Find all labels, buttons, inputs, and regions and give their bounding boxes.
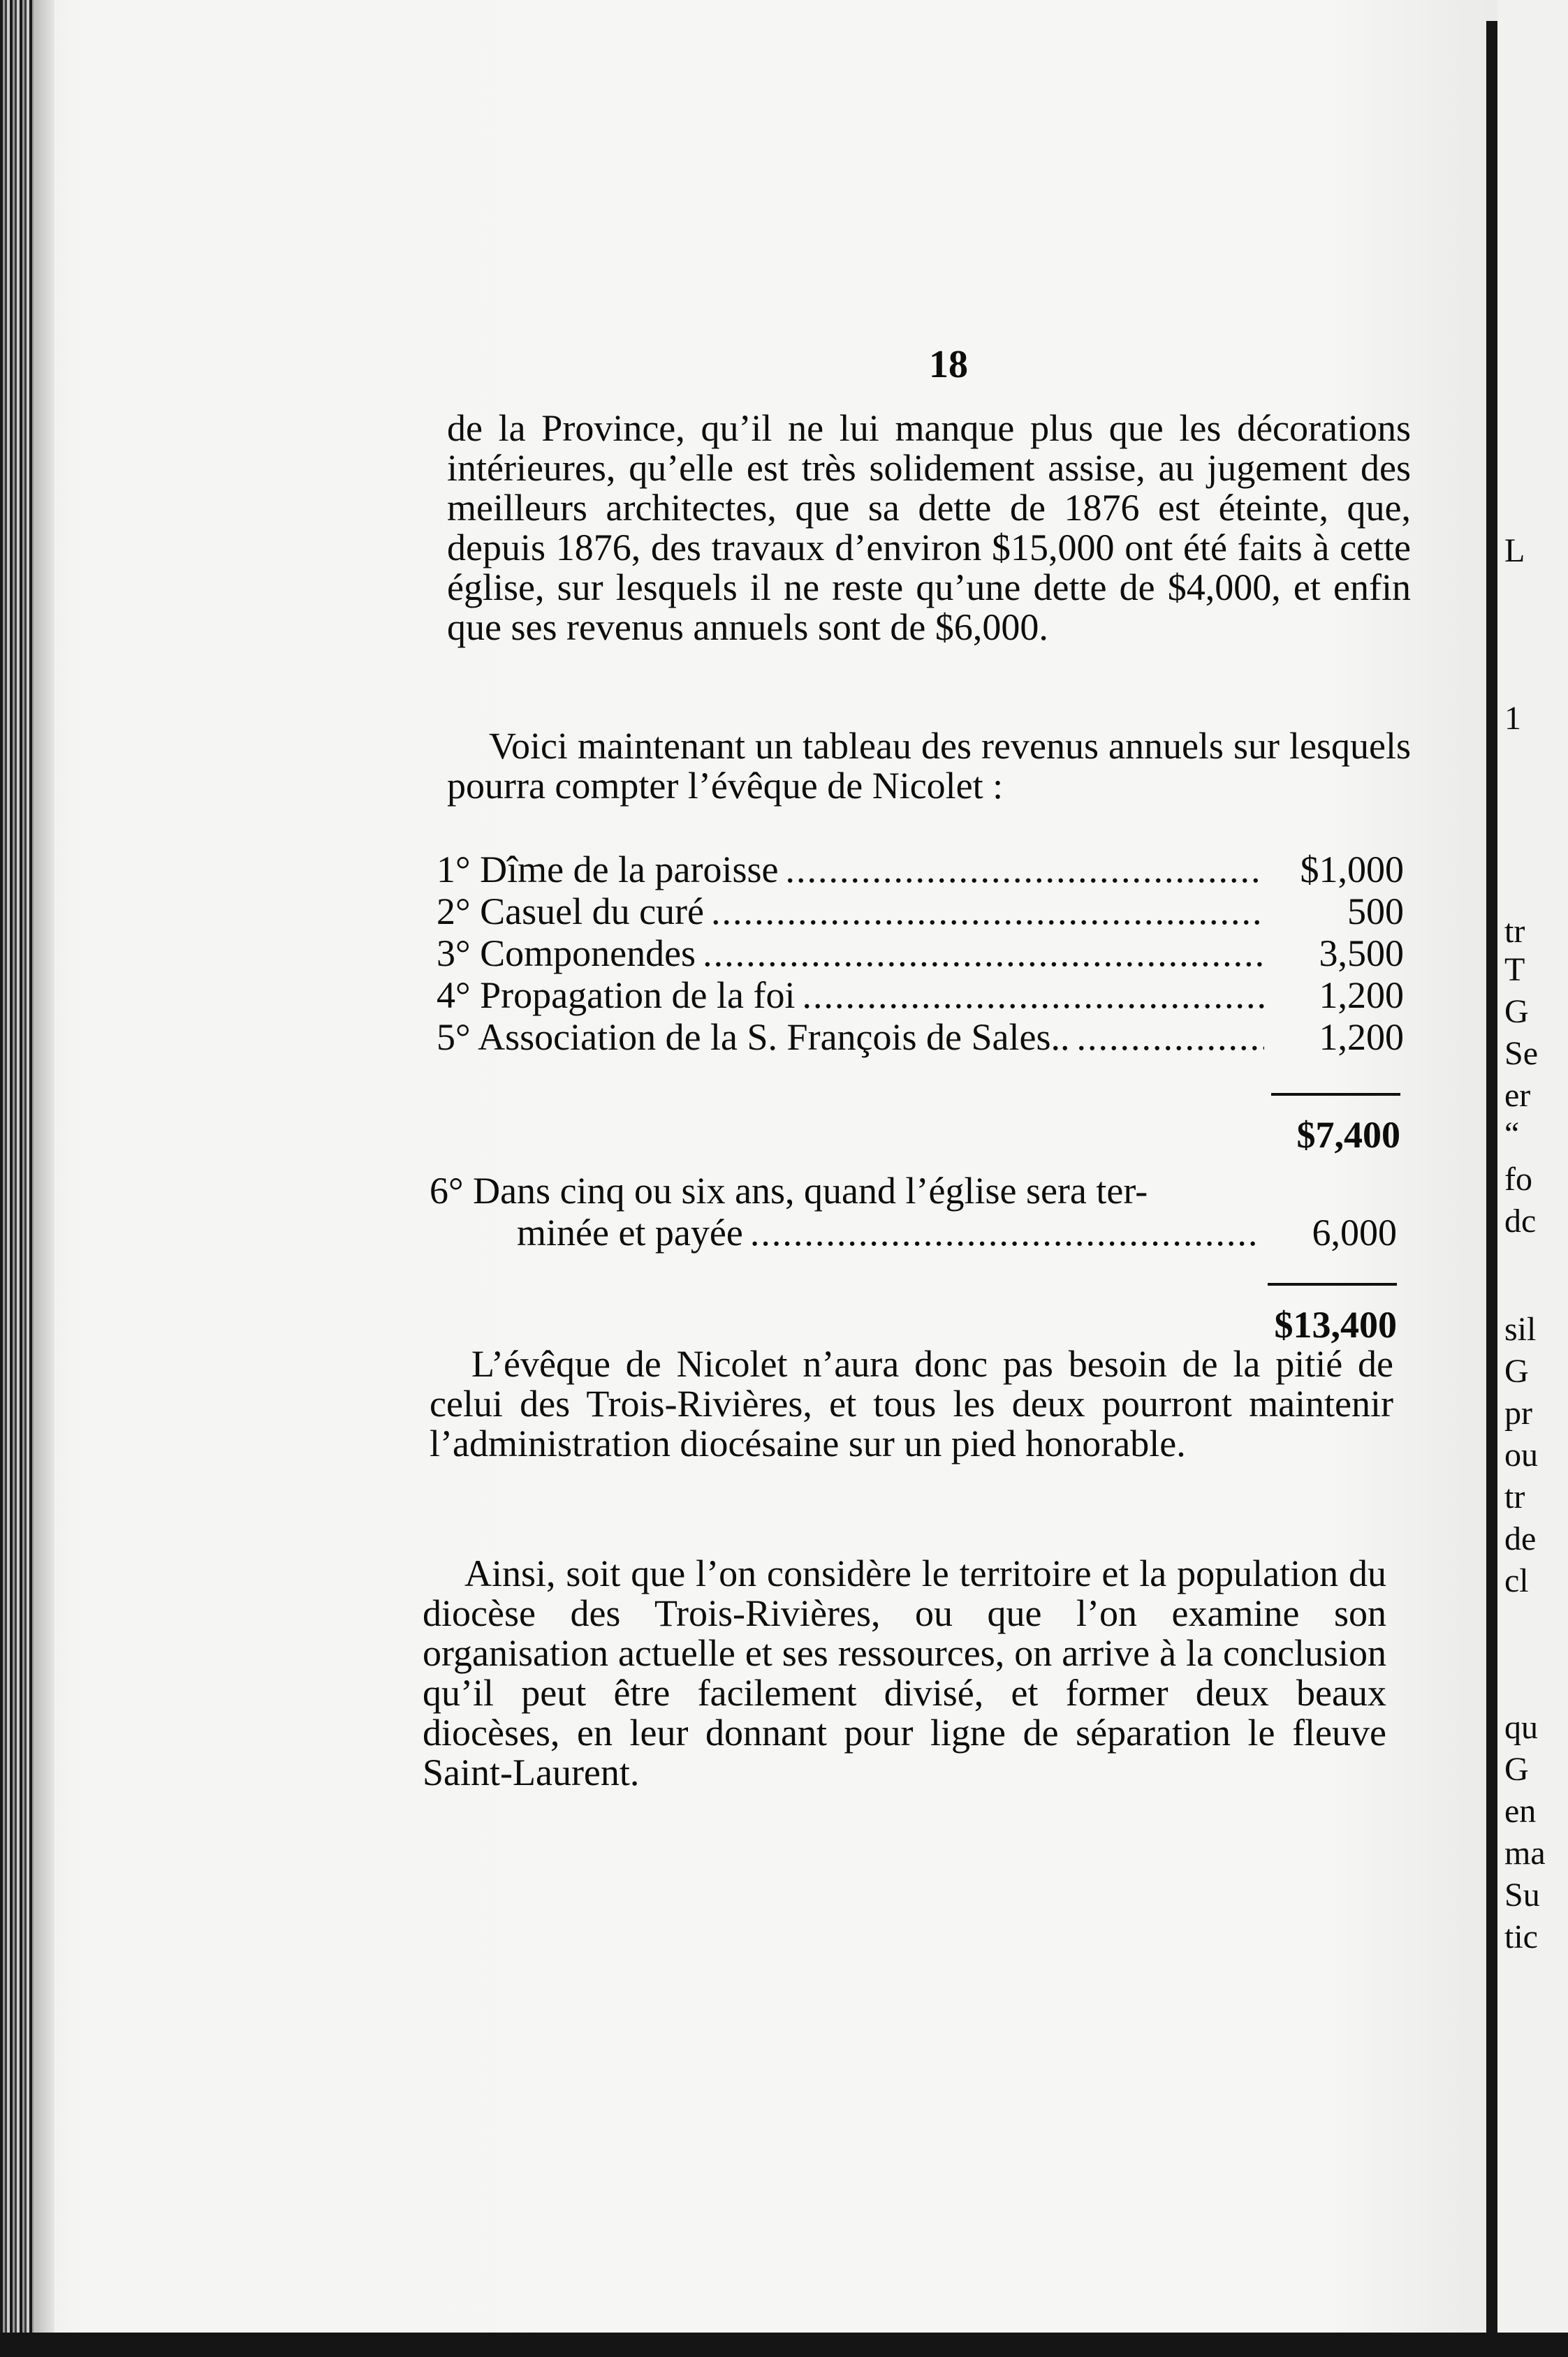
revenue-row — [437, 890, 1404, 932]
revenue-row-6-line1: 6° Dans cinq ou six ans, quand l’église sera ter- — [430, 1170, 1148, 1212]
facing-fragment: G — [1504, 1751, 1529, 1788]
revenue-amount: 500 — [1347, 890, 1404, 932]
revenue-row — [517, 1212, 1397, 1254]
revenue-row — [437, 849, 1404, 890]
facing-fragment: qu — [1504, 1709, 1538, 1746]
facing-fragment: G — [1504, 1353, 1529, 1390]
revenue-amount: 6,000 — [1312, 1212, 1397, 1254]
revenue-label: 2° Casuel du curé — [437, 890, 704, 932]
facing-fragment: tr — [1504, 1478, 1525, 1515]
facing-fragment: er — [1504, 1077, 1531, 1114]
page-shadow — [34, 0, 54, 2357]
facing-fragment: de — [1504, 1520, 1537, 1557]
dot-leader — [1076, 1016, 1264, 1058]
facing-fragment: dc — [1504, 1203, 1537, 1240]
book-gutter — [1486, 21, 1497, 2333]
page-number: 18 — [929, 343, 968, 386]
revenue-amount: 3,500 — [1319, 932, 1404, 974]
facing-fragment: fo — [1504, 1161, 1532, 1198]
dot-leader — [802, 974, 1264, 1016]
revenue-amount: $1,000 — [1300, 849, 1404, 890]
revenue-row — [437, 974, 1404, 1016]
paragraph-conclusion-nicolet: L’évêque de Nicolet n’aura donc pas besoin de la pitié de celui des Trois-Rivières, et tous les deux pourront maintenir l’administration diocésaine sur un pied honorable. — [430, 1343, 1393, 1464]
revenue-label: 1° Dîme de la paroisse — [437, 849, 779, 890]
facing-fragment: L — [1504, 532, 1525, 569]
facing-fragment: pr — [1504, 1395, 1532, 1432]
revenue-amount: 1,200 — [1319, 974, 1404, 1016]
facing-fragment: 1 — [1504, 700, 1521, 737]
dot-leader — [711, 890, 1264, 932]
facing-fragment: Su — [1504, 1877, 1540, 1914]
facing-fragment: sil — [1504, 1311, 1537, 1348]
revenue-label: 5° Association de la S. François de Sales.. — [437, 1016, 1070, 1058]
total-amount: $13,400 — [1274, 1304, 1397, 1346]
facing-fragment: en — [1504, 1793, 1537, 1830]
facing-fragment: G — [1504, 993, 1529, 1030]
facing-fragment: T — [1504, 951, 1525, 988]
facing-fragment: tic — [1504, 1918, 1538, 1955]
facing-fragment: ma — [1504, 1835, 1546, 1872]
paragraph-table-intro: Voici maintenant un tableau des revenus annuels sur lesquels pourra compter l’évêque de Nicolet : — [447, 725, 1411, 807]
revenue-label: 3° Componendes — [437, 932, 696, 974]
revenue-row — [437, 932, 1404, 974]
dot-leader — [785, 849, 1264, 890]
revenue-label: 4° Propagation de la foi — [437, 974, 796, 1016]
revenue-label: minée et payée — [517, 1212, 743, 1254]
subtotal-amount: $7,400 — [1296, 1114, 1400, 1156]
dot-leader — [703, 932, 1264, 974]
dot-leader — [750, 1212, 1257, 1254]
paragraph-conclusion-division: Ainsi, soit que l’on considère le territoire et la population du diocèse des Trois-Rivières, ou que l’on examine son organisation actuelle et ses ressources, on arrive à la conclusion qu’il peut être facilement divisé, et former deux beaux diocèses, en leur donnant pour ligne de séparation le fleuve Saint-Laurent. — [423, 1552, 1386, 1793]
facing-fragment: cl — [1504, 1562, 1529, 1599]
facing-page-edge — [1497, 0, 1568, 2357]
paragraph-church-finances: de la Province, qu’il ne lui manque plus que les décorations intérieures, qu’elle est très solidement assise, au jugement des meilleurs architectes, que sa dette de 1876 est éteinte, que, depuis 1876, des travaux d’environ $15,000 ont été faits à cette église, sur lesquels il ne reste qu’une dette de $4,000, et enfin que ses revenus annuels sont de $6,000. — [447, 407, 1411, 648]
scan-bottom-edge — [0, 2333, 1568, 2357]
revenue-amount: 1,200 — [1319, 1016, 1404, 1058]
facing-fragment: tr — [1504, 913, 1525, 950]
facing-fragment: Se — [1504, 1035, 1538, 1072]
facing-fragment: ou — [1504, 1437, 1538, 1474]
page-stack-edge — [0, 0, 34, 2357]
subtotal-rule — [1271, 1093, 1400, 1096]
revenue-row — [437, 1016, 1404, 1058]
total-rule — [1268, 1283, 1397, 1286]
facing-fragment: “ — [1504, 1115, 1520, 1152]
